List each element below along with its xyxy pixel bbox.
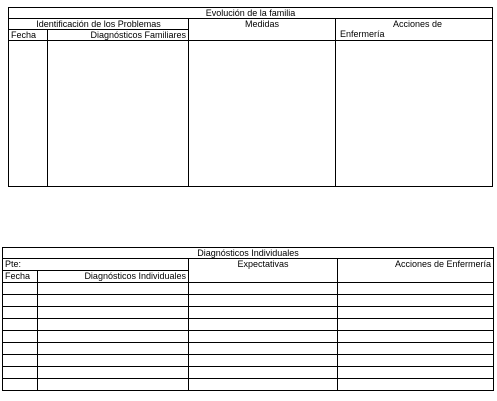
diagnostico-cell[interactable] [38,295,189,307]
medidas-cell[interactable] [189,41,336,187]
acciones-cell[interactable] [338,283,494,295]
fecha-header: Fecha [9,30,48,41]
acciones-cell[interactable] [336,41,493,187]
fecha-cell[interactable] [3,343,38,355]
fecha-cell[interactable] [3,283,38,295]
table-row [3,379,494,391]
acciones-cell[interactable] [338,343,494,355]
diagnostico-cell[interactable] [48,41,189,187]
individual-table-title: Diagnósticos Individuales [3,248,494,259]
family-table-title: Evolución de la familia [9,8,493,19]
acciones-cell[interactable] [338,319,494,331]
fecha-cell[interactable] [9,41,48,187]
fecha-cell[interactable] [3,295,38,307]
diagnostico-cell[interactable] [38,355,189,367]
table-row [3,343,494,355]
acciones-header: Acciones de Enfermería [336,19,493,41]
acciones-cell[interactable] [338,307,494,319]
expectativas-cell[interactable] [189,343,338,355]
patient-label[interactable]: Pte: [3,259,189,271]
fecha-header: Fecha [3,271,38,283]
family-evolution-table [8,7,493,187]
diagnostico-cell[interactable] [38,331,189,343]
expectativas-cell[interactable] [189,355,338,367]
table-row [3,283,494,295]
diagnosticos-individuales-header: Diagnósticos Individuales [38,271,189,283]
diagnostico-cell[interactable] [38,283,189,295]
diagnostico-cell[interactable] [38,367,189,379]
fecha-cell[interactable] [3,367,38,379]
table-row [3,355,494,367]
table-row [3,331,494,343]
fecha-cell[interactable] [3,331,38,343]
fecha-cell[interactable] [3,307,38,319]
expectativas-header: Expectativas [189,259,338,283]
expectativas-cell[interactable] [189,283,338,295]
table-row [3,319,494,331]
table-row [3,295,494,307]
diagnostico-cell[interactable] [38,319,189,331]
identification-header: Identificación de los Problemas [9,19,189,30]
acciones-enfermeria-header: Acciones de Enfermería [338,259,494,283]
expectativas-cell[interactable] [189,307,338,319]
expectativas-cell[interactable] [189,319,338,331]
table-row [9,41,493,187]
acciones-cell[interactable] [338,331,494,343]
diagnostico-cell[interactable] [38,379,189,391]
acciones-cell[interactable] [338,355,494,367]
fecha-cell[interactable] [3,319,38,331]
expectativas-cell[interactable] [189,379,338,391]
diagnosticos-familiares-header: Diagnósticos Familiares [48,30,189,41]
diagnostico-cell[interactable] [38,343,189,355]
acciones-cell[interactable] [338,295,494,307]
fecha-cell[interactable] [3,379,38,391]
individual-diagnoses-table [2,247,494,391]
diagnostico-cell[interactable] [38,307,189,319]
acciones-cell[interactable] [338,379,494,391]
fecha-cell[interactable] [3,355,38,367]
acciones-cell[interactable] [338,367,494,379]
expectativas-cell[interactable] [189,295,338,307]
medidas-header: Medidas [189,19,336,41]
expectativas-cell[interactable] [189,331,338,343]
table-row [3,367,494,379]
expectativas-cell[interactable] [189,367,338,379]
table-row [3,307,494,319]
